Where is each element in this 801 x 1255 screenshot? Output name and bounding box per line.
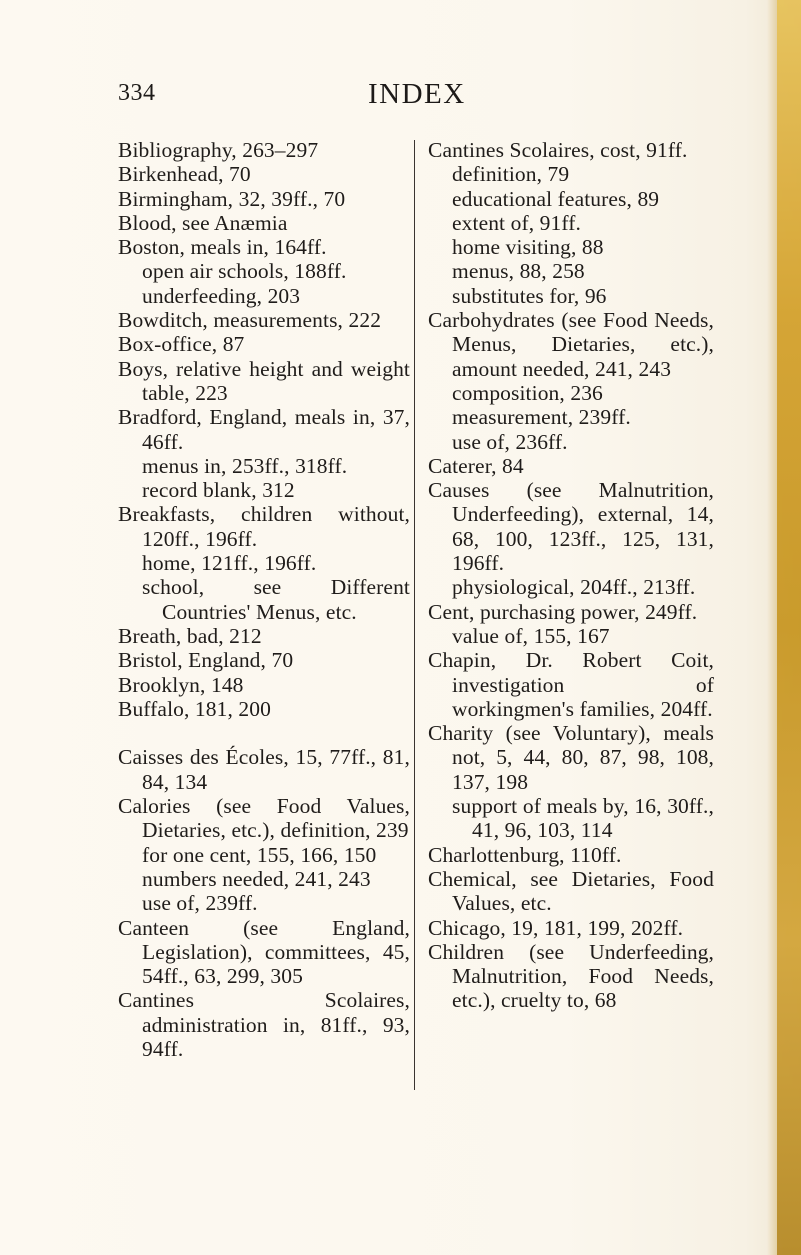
index-entry: Boys, relative height and weight table, 223 (118, 356, 410, 405)
index-entry: Boston, meals in, 164ff. (118, 235, 327, 260)
index-subentry: definition, 79 (452, 162, 570, 187)
page-edge-shadow (777, 0, 801, 1255)
index-entry: Chemical, see Dietaries, Food Values, etc. (428, 866, 714, 916)
index-subentry: educational features, 89 (452, 186, 660, 211)
index-subentry: extent of, 91ff. (452, 210, 581, 235)
index-entry: Canteen (see England, Legislation), committees, 45, 54ff., 63, 299, 305 (118, 915, 410, 989)
index-subentry: value of, 155, 167 (452, 623, 610, 648)
index-subentry: substitutes for, 96 (452, 283, 607, 308)
index-entry: Cantines Scolaires, cost, 91ff. (428, 138, 688, 162)
index-entry: Bristol, England, 70 (118, 648, 294, 673)
index-entry: Caterer, 84 (428, 453, 524, 478)
index-entry: Children (see Underfeeding, Malnutrition, Food Needs, etc.), cruelty to, 68 (428, 939, 714, 1013)
index-column-right (428, 138, 714, 1013)
index-subentry: numbers needed, 241, 243 (142, 866, 371, 891)
index-entry: Brooklyn, 148 (118, 672, 244, 697)
index-subentry: composition, 236 (452, 380, 603, 405)
index-entry: Box-office, 87 (118, 332, 245, 357)
index-entry: Breakfasts, children without, 120ff., 196ff. (118, 502, 410, 551)
index-entry: Caisses des Écoles, 15, 77ff., 81, 84, 134 (118, 745, 410, 794)
index-subentry: use of, 239ff. (142, 891, 258, 916)
index-subentry: use of, 236ff. (452, 429, 568, 454)
index-subentry: record blank, 312 (142, 478, 295, 503)
index-entry: Charlottenburg, 110ff. (428, 842, 622, 867)
page-number: 334 (118, 80, 156, 106)
index-entry: Birkenhead, 70 (118, 162, 251, 187)
index-subentry: underfeeding, 203 (142, 283, 301, 308)
index-entry: Bibliography, 263–297 (118, 138, 319, 162)
index-subentry: support of meals by, 16, 30ff., 41, 96, 103, 114 (452, 794, 714, 843)
index-column-left (118, 138, 410, 1061)
index-subentry: open air schools, 188ff. (142, 259, 347, 284)
index-subentry: school, see Different Countries' Menus, etc. (142, 575, 410, 624)
index-entry: Causes (see Malnutrition, Underfeeding), external, 14, 68, 100, 123ff., 125, 131, 196ff. (428, 478, 714, 576)
column-divider (414, 140, 415, 1090)
index-subentry: physiological, 204ff., 213ff. (452, 575, 696, 600)
index-entry: Carbohydrates (see Food Needs, Menus, Dietaries, etc.), amount needed, 241, 243 (428, 308, 714, 381)
index-entry: Cantines Scolaires, administration in, 81ff., 93, 94ff. (118, 988, 410, 1061)
index-entry: Chicago, 19, 181, 199, 202ff. (428, 915, 684, 940)
index-entry: Blood, see Anæmia (118, 210, 288, 235)
index-entry: Buffalo, 181, 200 (118, 696, 271, 721)
page-title: INDEX (368, 78, 466, 110)
index-entry: Chapin, Dr. Robert Coit, investigation of workingmen's families, 204ff. (428, 648, 714, 721)
index-entry: Breath, bad, 212 (118, 623, 262, 648)
index-subentry: menus in, 253ff., 318ff. (142, 453, 348, 478)
index-subentry: home visiting, 88 (452, 235, 604, 260)
index-entry: Bradford, England, meals in, 37, 46ff. (118, 405, 410, 454)
index-gap (118, 721, 410, 745)
index-entry: Calories (see Food Values, Dietaries, etc.), definition, 239 (118, 794, 410, 843)
index-subentry: home, 121ff., 196ff. (142, 551, 317, 576)
index-entry: Charity (see Voluntary), meals not, 5, 44, 80, 87, 98, 108, 137, 198 (428, 721, 714, 794)
index-entry: Bowditch, measurements, 222 (118, 308, 382, 333)
index-entry: Cent, purchasing power, 249ff. (428, 599, 698, 624)
page-header (0, 78, 801, 112)
index-subentry: for one cent, 155, 166, 150 (142, 842, 377, 867)
index-entry: Birmingham, 32, 39ff., 70 (118, 186, 346, 211)
index-subentry: menus, 88, 258 (452, 259, 585, 284)
index-subentry: measurement, 239ff. (452, 405, 631, 430)
